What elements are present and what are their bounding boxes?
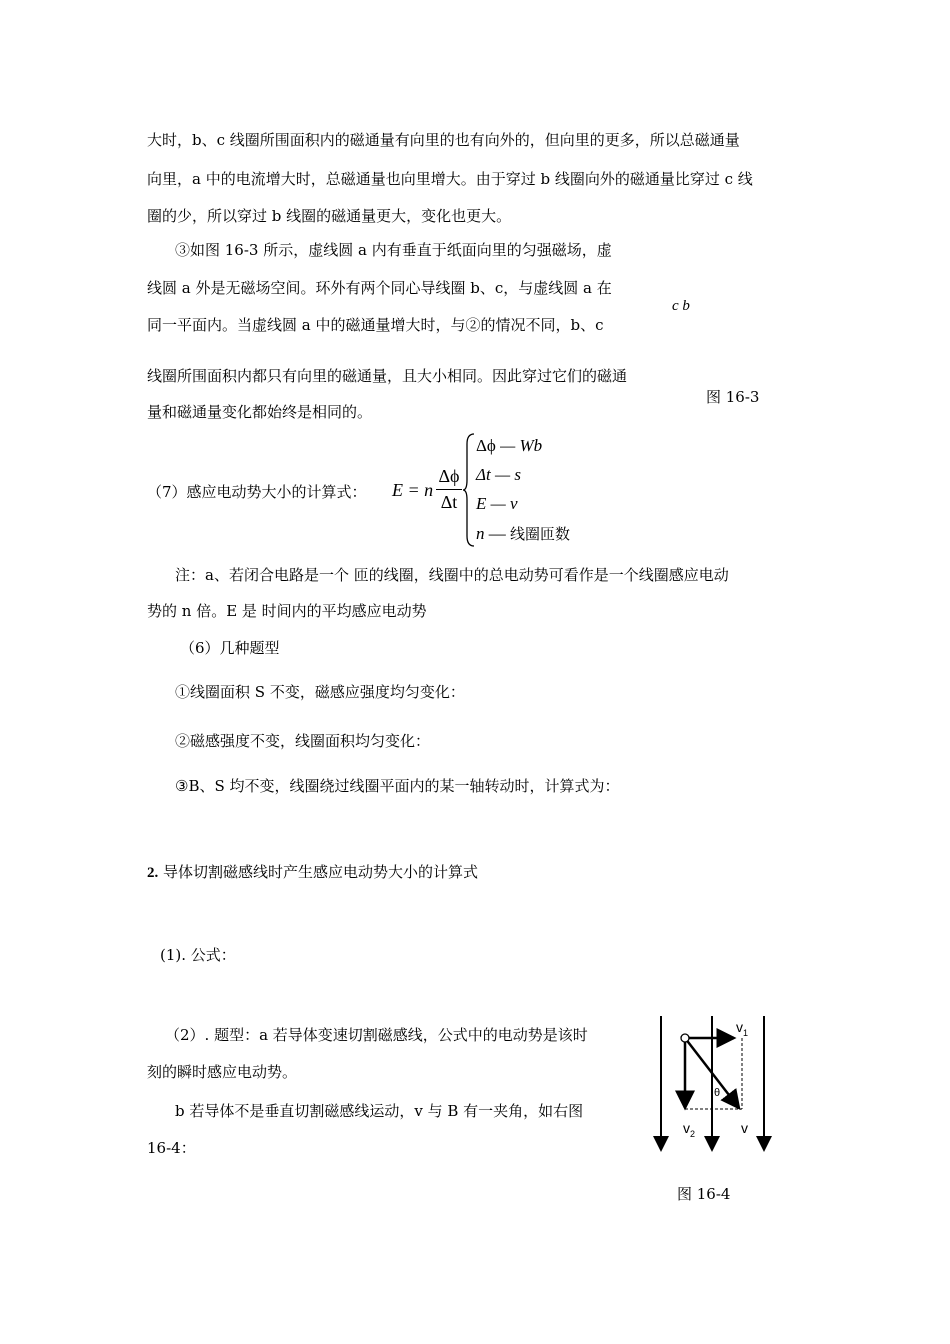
- note-line2: 势的 n 倍。E 是 时间内的平均感应电动势: [147, 602, 427, 620]
- label-v2: $v_2$: [683, 1120, 696, 1139]
- paragraph2-line4: 线圈所围面积内都只有向里的磁通量，且大小相同。因此穿过它们的磁通: [147, 367, 628, 385]
- section2-number: 2.: [147, 865, 159, 881]
- formula-lhs: E = n: [392, 480, 434, 500]
- paragraph1-line2: 向里，a 中的电流增大时，总磁通量也向里增大。由于穿过 b 线圈向外的磁通量比穿过 c 线: [147, 170, 753, 188]
- label-v1: $v_1$: [736, 1019, 749, 1038]
- figure-16-4-diagram: [648, 1010, 778, 1158]
- types-item2: ②磁感强度不变，线圈面积均匀变化：: [175, 732, 431, 750]
- figure-16-3-labels: c b: [672, 298, 690, 314]
- formula-prefix: （7）感应电动势大小的计算式：: [147, 483, 367, 501]
- section2-type-line3: b 若导体不是垂直切割磁感线运动，v 与 B 有一夹角，如右图: [175, 1102, 584, 1120]
- types-item1: ①线圈面积 S 不变，磁感应强度均匀变化：: [175, 683, 465, 701]
- paragraph1-line1: 大时，b、c 线圈所围面积内的磁通量有向里的也有向外的，但向里的更多，所以总磁通量: [147, 131, 740, 149]
- section2-formula-label: (1). 公式：: [160, 946, 236, 964]
- formula-brace-item-4: n — 线圈匝数: [476, 524, 571, 543]
- conductor-point: [681, 1034, 689, 1042]
- section2-type-line2: 刻的瞬时感应电动势。: [147, 1063, 298, 1081]
- section2-heading: [147, 862, 478, 883]
- paragraph2-line1: ③如图 16-3 所示，虚线圆 a 内有垂直于纸面向里的匀强磁场，虚: [175, 241, 612, 259]
- figure-16-3-caption: 图 16-3: [706, 388, 760, 406]
- paragraph2-line2: 线圆 a 外是无磁场空间。环外有两个同心导线圈 b、c，与虚线圆 a 在: [147, 279, 612, 297]
- section2-title: 导体切割磁感线时产生感应电动势大小的计算式: [163, 863, 479, 881]
- label-v: v: [741, 1120, 748, 1136]
- formula-brace-item-2: Δt — s: [476, 465, 521, 484]
- formula-numerator: Δϕ: [438, 466, 460, 486]
- formula-brace-item-1: Δϕ — Wb: [476, 436, 543, 455]
- figure-16-4-caption: 图 16-4: [677, 1185, 731, 1203]
- paragraph2-line5: 量和磁通量变化都始终是相同的。: [147, 403, 373, 421]
- formula-denominator: Δt: [440, 492, 458, 512]
- paragraph2-line3: 同一平面内。当虚线圆 a 中的磁通量增大时，与②的情况不同，b、c: [147, 316, 604, 334]
- section2-type-line1: （2）. 题型：a 若导体变速切割磁感线，公式中的电动势是该时: [165, 1026, 588, 1044]
- note-line1: 注：a、若闭合电路是一个 匝的线圈，线圈中的总电动势可看作是一个线圈感应电动: [175, 566, 729, 584]
- label-theta: θ: [714, 1087, 721, 1099]
- formula-brace-item-3: E — v: [476, 494, 518, 513]
- paragraph1-line3: 圈的少，所以穿过 b 线圈的磁通量更大，变化也更大。: [147, 207, 512, 225]
- types-heading: （6）几种题型: [180, 639, 280, 657]
- types-item3: ③B、S 均不变，线圈绕过线圈平面内的某一轴转动时，计算式为：: [175, 777, 620, 795]
- formula-fraction: [436, 466, 462, 513]
- section2-type-line4: 16-4：: [147, 1139, 196, 1157]
- formula-brace: [462, 432, 476, 548]
